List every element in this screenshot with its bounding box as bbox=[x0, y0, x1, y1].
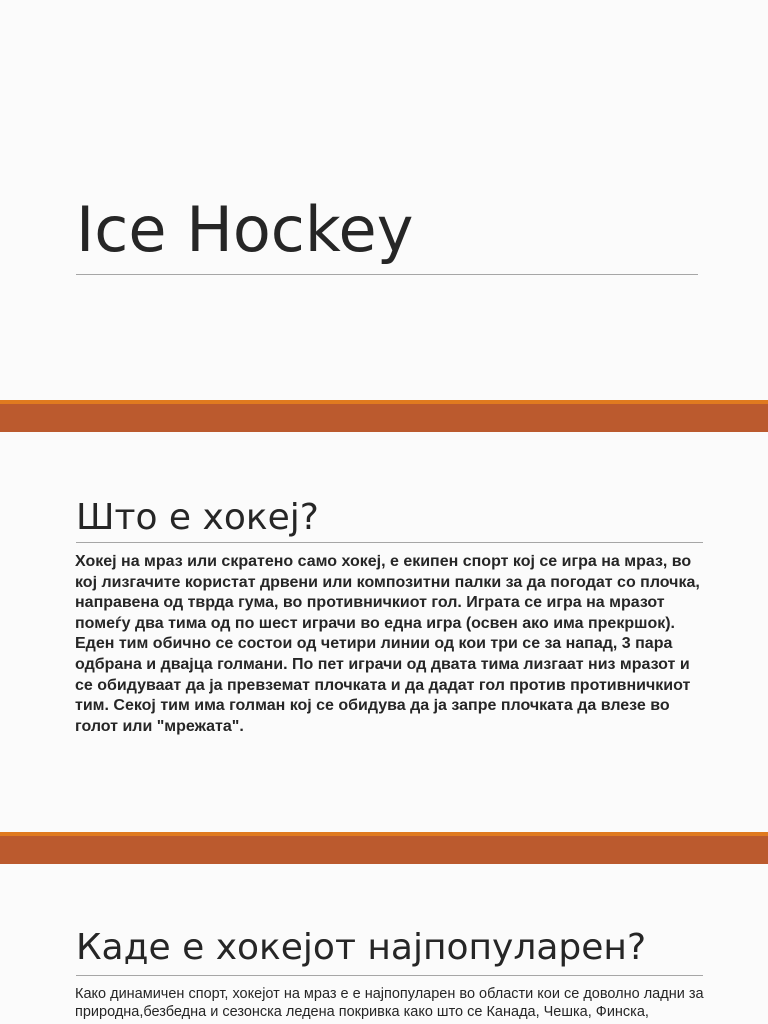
slide-what-is-hockey bbox=[0, 432, 768, 832]
heading-underline bbox=[76, 542, 703, 543]
divider-accent-line bbox=[0, 832, 768, 836]
slide-divider bbox=[0, 832, 768, 864]
slide-heading: Што е хокеј? bbox=[76, 497, 319, 538]
slide-body-text: Хокеј на мраз или скратено само хокеј, е екипен спорт кој се игра на мраз, во кој лизгачите користат дрвени или композитни палки за да погодат со плочка, направена од тврда гума, во противничкиот гол. Играта се игра на мразот помеѓу два тима од по шест играчи во една игра (освен ако има прекршок). Еден тим обично се состои од четири линии од кои три се за напад, 3 пара одбрана и двајца голмани. По пет играчи од двата тима лизгаат низ мразот и се обидуваат да ја превземат плочката и да дадат гол против противничкиот тим. Секој тим има голман кој се обидува да ја запре плочката да влезе во голот или "мрежата". bbox=[75, 553, 700, 735]
divider-accent-line bbox=[0, 400, 768, 404]
slide-body-text: Како динамичен спорт, хокејот на мраз е е најпопуларен во области кои се доволно ладни за природна,безбедна и сезонска ледена покривка како што се Канада, Чешка, Финска, bbox=[75, 986, 704, 1020]
slide-where-popular bbox=[0, 864, 768, 1024]
heading-underline bbox=[76, 975, 703, 976]
slide-heading: Каде е хокејот најпопуларен? bbox=[76, 927, 647, 968]
presentation-title: Ice Hockey bbox=[76, 193, 414, 266]
title-underline bbox=[76, 274, 698, 275]
slide-title bbox=[0, 0, 768, 400]
slide-divider bbox=[0, 400, 768, 432]
